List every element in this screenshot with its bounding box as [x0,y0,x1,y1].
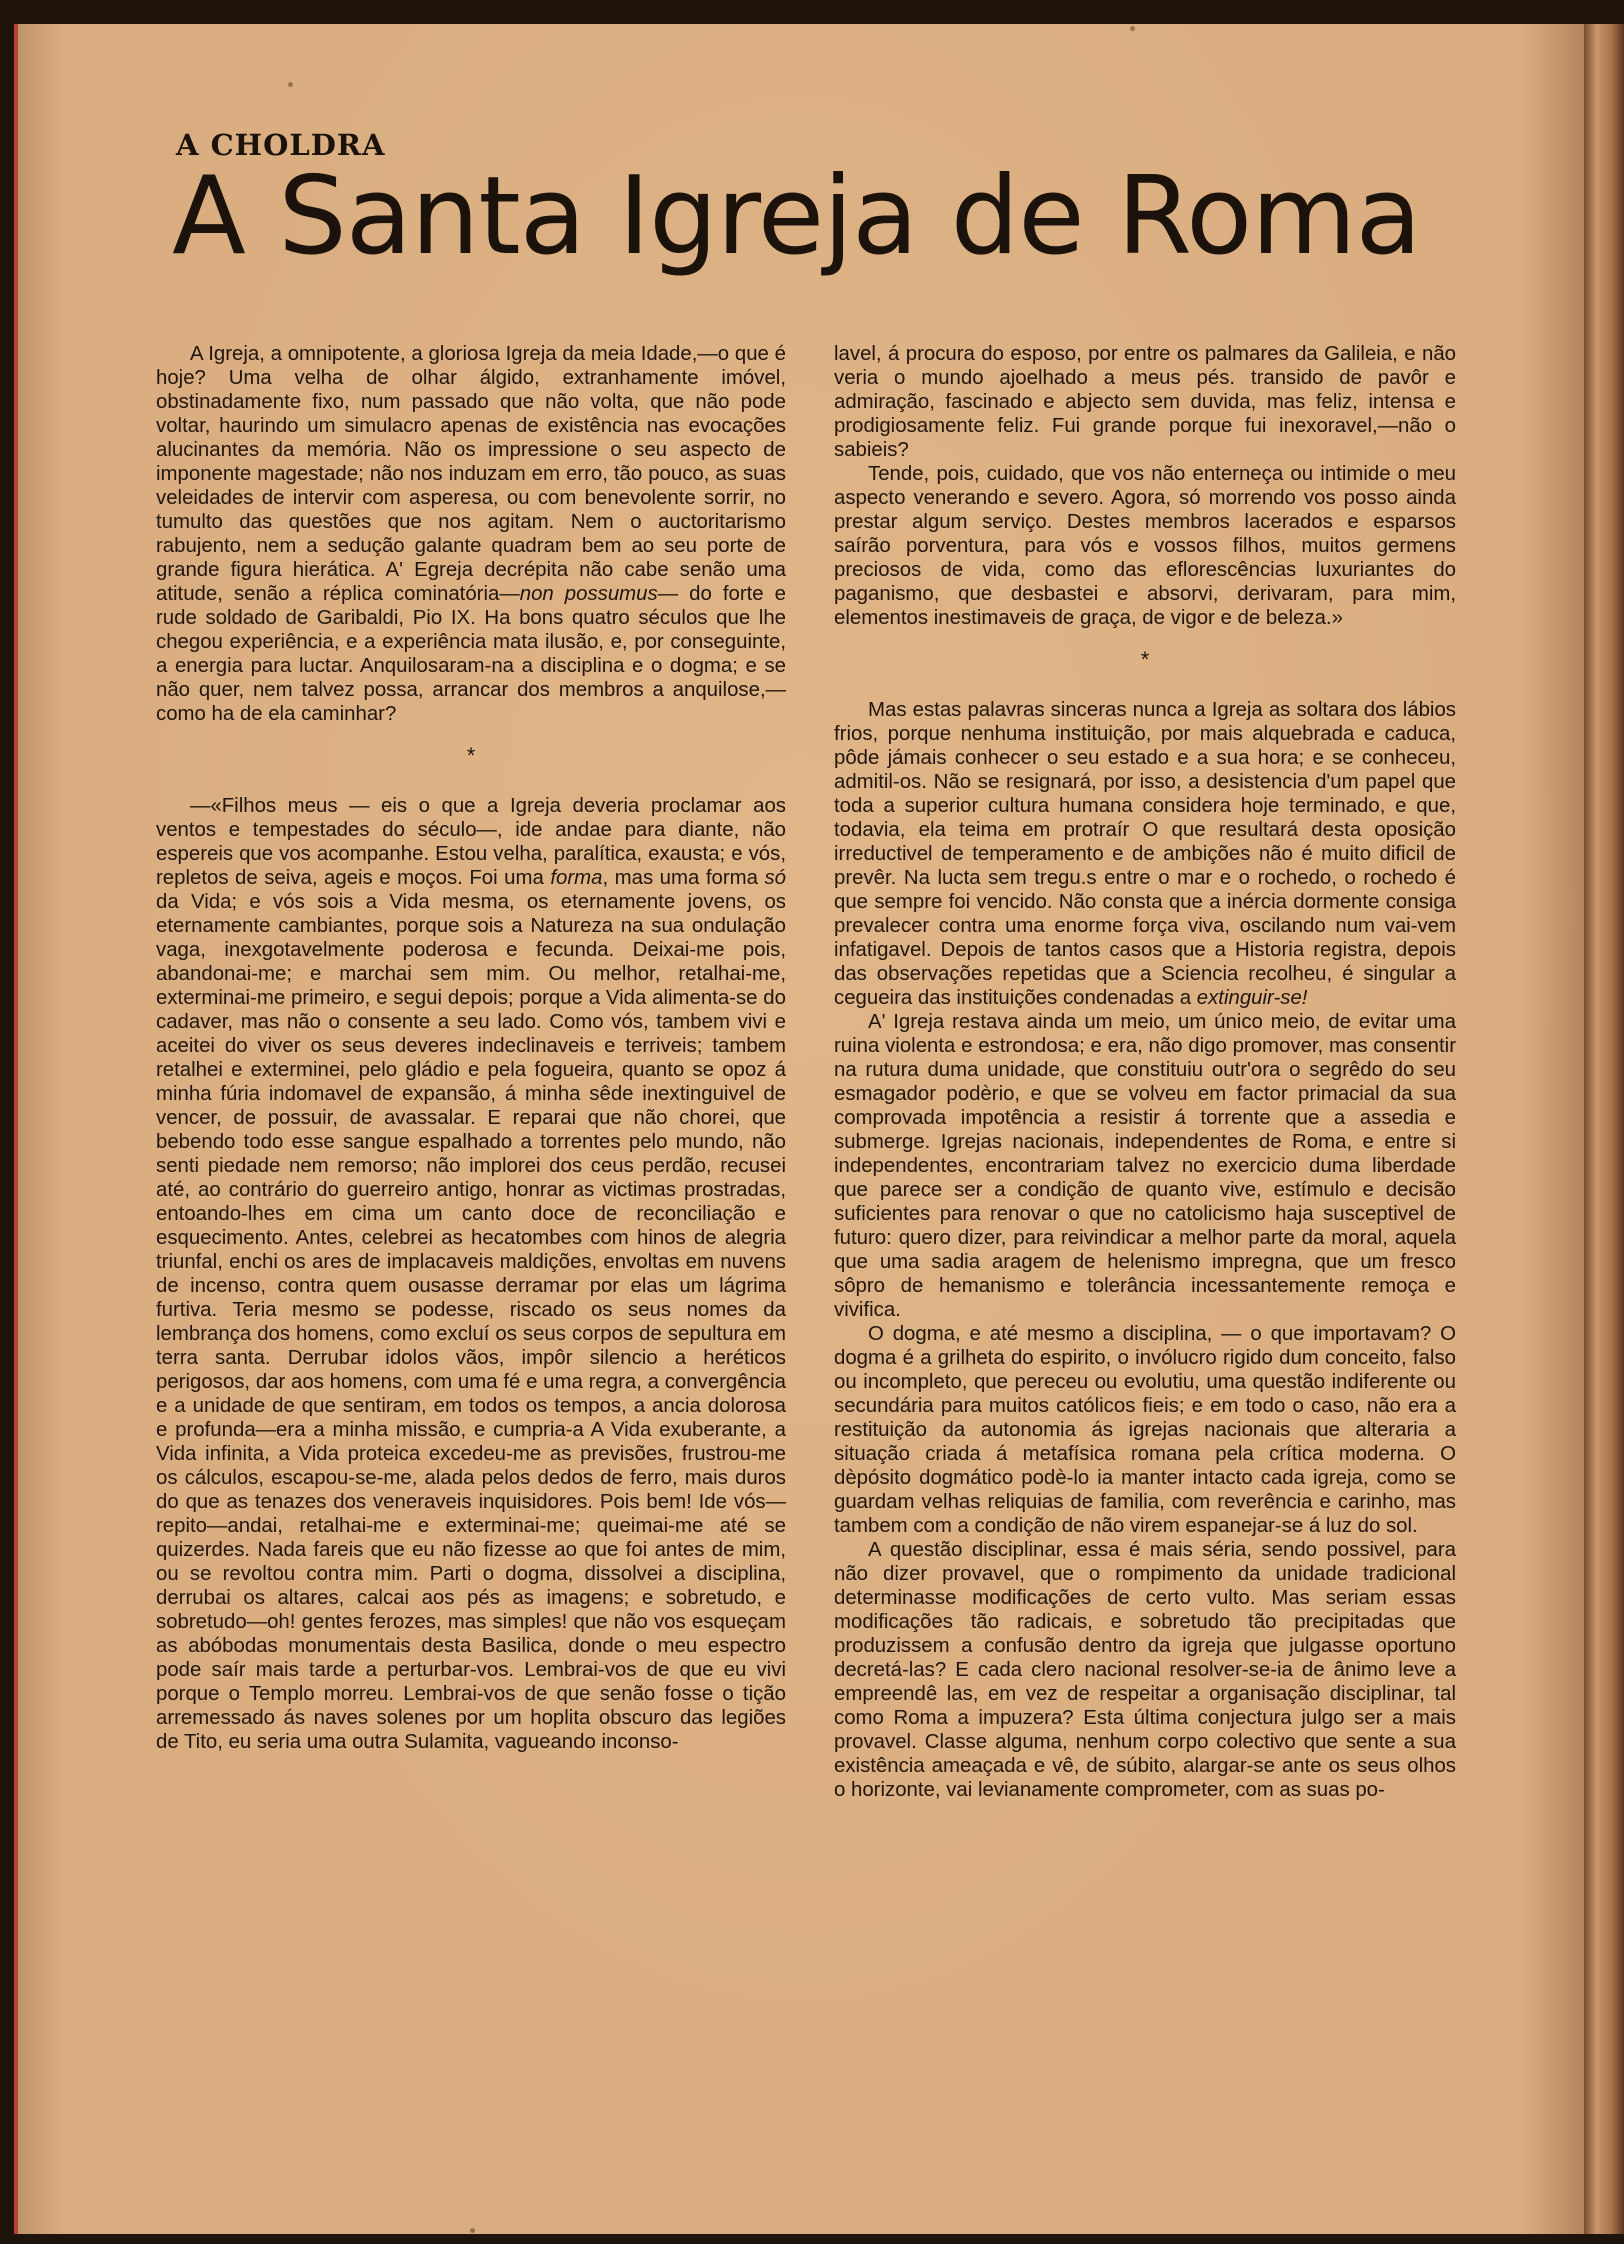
paragraph-text: A Igreja, a omnipotente, a gloriosa Igreja da meia Idade,—o que é hoje? Uma velha de olhar álgido, extranhamente imóvel, obstinadamente fixo, num passado que não volta, que não pode voltar, haurindo um simulacro apenas de existência nas evocações alucinantes da memória. Não os impressione o seu aspecto de imponente magestade; não nos induzam em erro, tão pouco, as suas veleidades de intervir com asperesa, ou com benevolente sorrir, no tumulto das questões que nos agitam. Nem o auctoritarismo rabujento, nem a sedução galante quadram bem ao seu porte de grande figura hierática. A' Egreja decrépita não cabe senão uma atitude, senão a réplica cominatória— [156,343,786,605]
paragraph [156,794,786,1754]
paragraph: A questão disciplinar, essa é mais séria, sendo possivel, para não dizer provavel, que o rompimento da unidade tradicional determinasse modificações de certo vulto. Mas seriam essas modificações tão radicais, e sobretudo tão precipitadas que produzissem a confusão dentro da igreja que julgasse oportuno decretá-las? E cada clero nacional resolver-se-ia de ânimo leve a empreendê las, em vez de respeitar a organisação disciplinar, tal como Roma a impuzera? Esta última conjectura julgo ser a mais provavel. Classe alguma, nenhum corpo colectivo que sente a sua existência ameaçada e vê, de súbito, alargar-se ante os seus olhos o horizonte, vai levianamente comprometer, com as suas po- [834,1539,1456,1801]
paragraph-text: Mas estas palavras sinceras nunca a Igreja as soltara dos lábios frios, porque nenhuma instituição, por mais alquebrada e caduca, pôde jámais conhecer o seu estado e a sua hora; e se conheceu, admitil-os. Não se resignará, por isso, a desistencia d'um papel que toda a superior cultura humana considera hoje terminado, e que, todavia, ela teima em protraír O que resultará desta oposição irreductivel de temperamento e de ambições não é muito dificil de prevêr. Na lucta sem tregu.s entre o mar e o rochedo, o rochedo é que sempre foi vencido. Não consta que a inércia dormente consiga prevalecer contra uma enorme força viva, oscilando num vai-vem infatigavel. Depois de tantos casos que a Historia registra, depois das observações repetidas que a Sciencia recolheu, é singular a cegueira das instituições condenadas a [834,699,1456,1009]
left-column [156,342,786,1754]
paragraph-text: da Vida; e vós sois a Vida mesma, os eternamente jovens, os eternamente cambiantes, porque sois a Natureza na sua ondulação vaga, inexgotavelmente poderosa e fecunda. Deixai-me pois, abandonai-me; e marchai sem mim. Ou melhor, retalhai-me, exterminai-me primeiro, e segui depois; porque a Vida alimenta-se do cadaver, mas não o consente a seu lado. Como vós, tambem vivi e aceitei do viver os seus deveres indeclinaveis e terriveis; tambem retalhei e exterminei, pelo gládio e pela fogueira, quanto se opoz á minha fúria indomavel de expansão, á minha sêde inextinguivel de vencer, de possuir, de avassalar. E reparai que não chorei, que bebendo todo esse sangue espalhado a torrentes pelo mundo, não senti piedade nem remorso; não implorei dos ceus perdão, recusei até, ao contrário do guerreiro antigo, honrar as victimas prostradas, entoando-lhes em cima um canto doce de reconciliação e esquecimento. Antes, celebrei as hecatombes com hinos de alegria triunfal, enchi os ares de implacaveis maldições, envoltas em nuvens de incenso, contra quem ousasse derramar por elas um lágrima furtiva. Teria mesmo se podesse, riscado os seus nomes da lembrança dos homens, como excluí os seus corpos de sepultura em terra santa. Derrubar idolos vãos, impôr silencio a heréticos perigosos, dar aos homens, com uma fé e uma regra, a convergência e a unidade de que sentiram, em todos os tempos, a ancia dolorosa e profunda—era a minha missão, e cumpria-a A Vida exuberante, a Vida infinita, a Vida proteica excedeu-me as previsões, frustrou-me os cálculos, escapou-se-me, alada pelos dedos de ferro, mais duros do que as tenazes dos veneraveis inquisidores. Pois bem! Ide vós—repito—andai, retalhai-me e exterminai-me; queimai-me até se quizerdes. Nada fareis que eu não fizesse ao que foi antes de mim, ou se revoltou contra mim. Parti o dogma, dissolvei a disciplina, derrubai os altares, calcai aos pés as imagens; e sobretudo, e sobretudo—oh! gentes ferozes, mas simples! que não vos esqueçam as abóbodas monumentais desta Basilica, donde o meu espectro pode saír mais tarde a perturbar-vos. Lembrai-vos de que eu vivi porque o Templo morreu. Lembrai-vos de que senão fosse o tição arremessado ás naves solenes por um hoplita obscuro das legiões de Tito, eu seria uma outra Sulamita, vagueando inconso- [156,891,786,1753]
article-title: A Santa Igreja de Roma [172,154,1421,279]
paragraph: O dogma, e até mesmo a disciplina, — o que importavam? O dogma é a grilheta do espirito, o invólucro rigido dum conceito, falso ou incompleto, que pereceu ou evolutiu, uma questão indiferente ou secundária para muitos católicos fieis; e em todo o caso, não era a restituição da autonomia ás igrejas nacionais que alteraria a situação criada á metafísica romana pela crítica moderna. O dèpósito dogmático podè-lo ia manter intacto cada igreja, como se guardam velhas reliquias de familia, com reverência e carinho, mas tambem com a condição de não virem espanejar-se á luz do sol. [834,1323,1456,1537]
emphasis: forma [550,867,603,889]
binding-edge [1582,24,1624,2234]
latin-phrase: non possumus [519,583,658,605]
paper-speck [1130,26,1135,31]
paragraph: lavel, á procura do esposo, por entre os palmares da Galileia, e não veria o mundo ajoelhado a meus pés. transido de pavôr e admiração, fascinado e abjecto sem duvida, mas feliz, intensa e prodigiosamente feliz. Fui grande porque fui inexoravel,—não o sabieis? [834,343,1456,461]
paragraph [156,342,786,726]
paragraph: Tende, pois, cuidado, que vos não enterneça ou intimide o meu aspecto venerando e severo. Agora, só morrendo vos posso ainda prestar algum serviço. Destes membros lacerados e esparsos saírão porventura, para vós e vossos filhos, muitos germens preciosos de vida, como das eflorescências luxuriantes do paganismo, que desbastei e absorvi, derivaram, para mim, elementos inestimaveis de graça, de vigor e de beleza.» [834,463,1456,629]
paper-speck [470,2228,475,2233]
emphasis: extinguir-se! [1196,987,1308,1009]
section-divider: * [1140,647,1150,672]
paragraph [834,698,1456,1010]
paragraph: A' Igreja restava ainda um meio, um único meio, de evitar uma ruina violenta e estrondosa; e era, não digo promover, mas consentir na rutura duma unidade, que constituiu outr'ora o segrêdo do seu esmagador podèrio, e que se volveu em factor primacial da sua comprovada impotência a resistir á torrente que a assedia e submerge. Igrejas nacionais, independentes de Roma, e entre si independentes, encontrariam talvez no exercicio duma liberdade que parece ser a condição de quanto vive, estímulo e decisão suficientes para renovar o que no catolicismo haja susceptivel de futuro: quero dizer, para reivindicar a melhor parte da moral, aquela que uma sadia aragem de helenismo impregna, que um fresco sôpro de hemanismo e tolerância incessantemente remoça e vivifica. [834,1011,1456,1321]
section-divider: * [466,743,476,768]
paragraph-text: , mas uma forma [602,867,765,889]
paragraph-text: —«Filhos meus — eis o que a Igreja deveria proclamar aos ventos e tempestades do século—, ide andae para diante, não espereis que vos acompanhe. Estou velha, paralítica, exausta; e vós, repletos de seiva, ageis e moços. Foi uma [156,795,786,889]
section-label: A CHOLDRA [176,128,386,162]
paper-speck [288,82,293,87]
paragraph-text: — do forte e rude soldado de Garibaldi, Pio IX. Ha bons quatro séculos que lhe chegou experiência, e a experiência mata ilusão, e, por conseguinte, a energia para luctar. Anquilosaram-na a disciplina e o dogma; e se não quer, nem talvez possa, arrancar dos membros a anquilose,—como ha de ela caminhar? [156,583,786,725]
right-column [834,342,1456,1802]
emphasis: só [764,867,786,889]
